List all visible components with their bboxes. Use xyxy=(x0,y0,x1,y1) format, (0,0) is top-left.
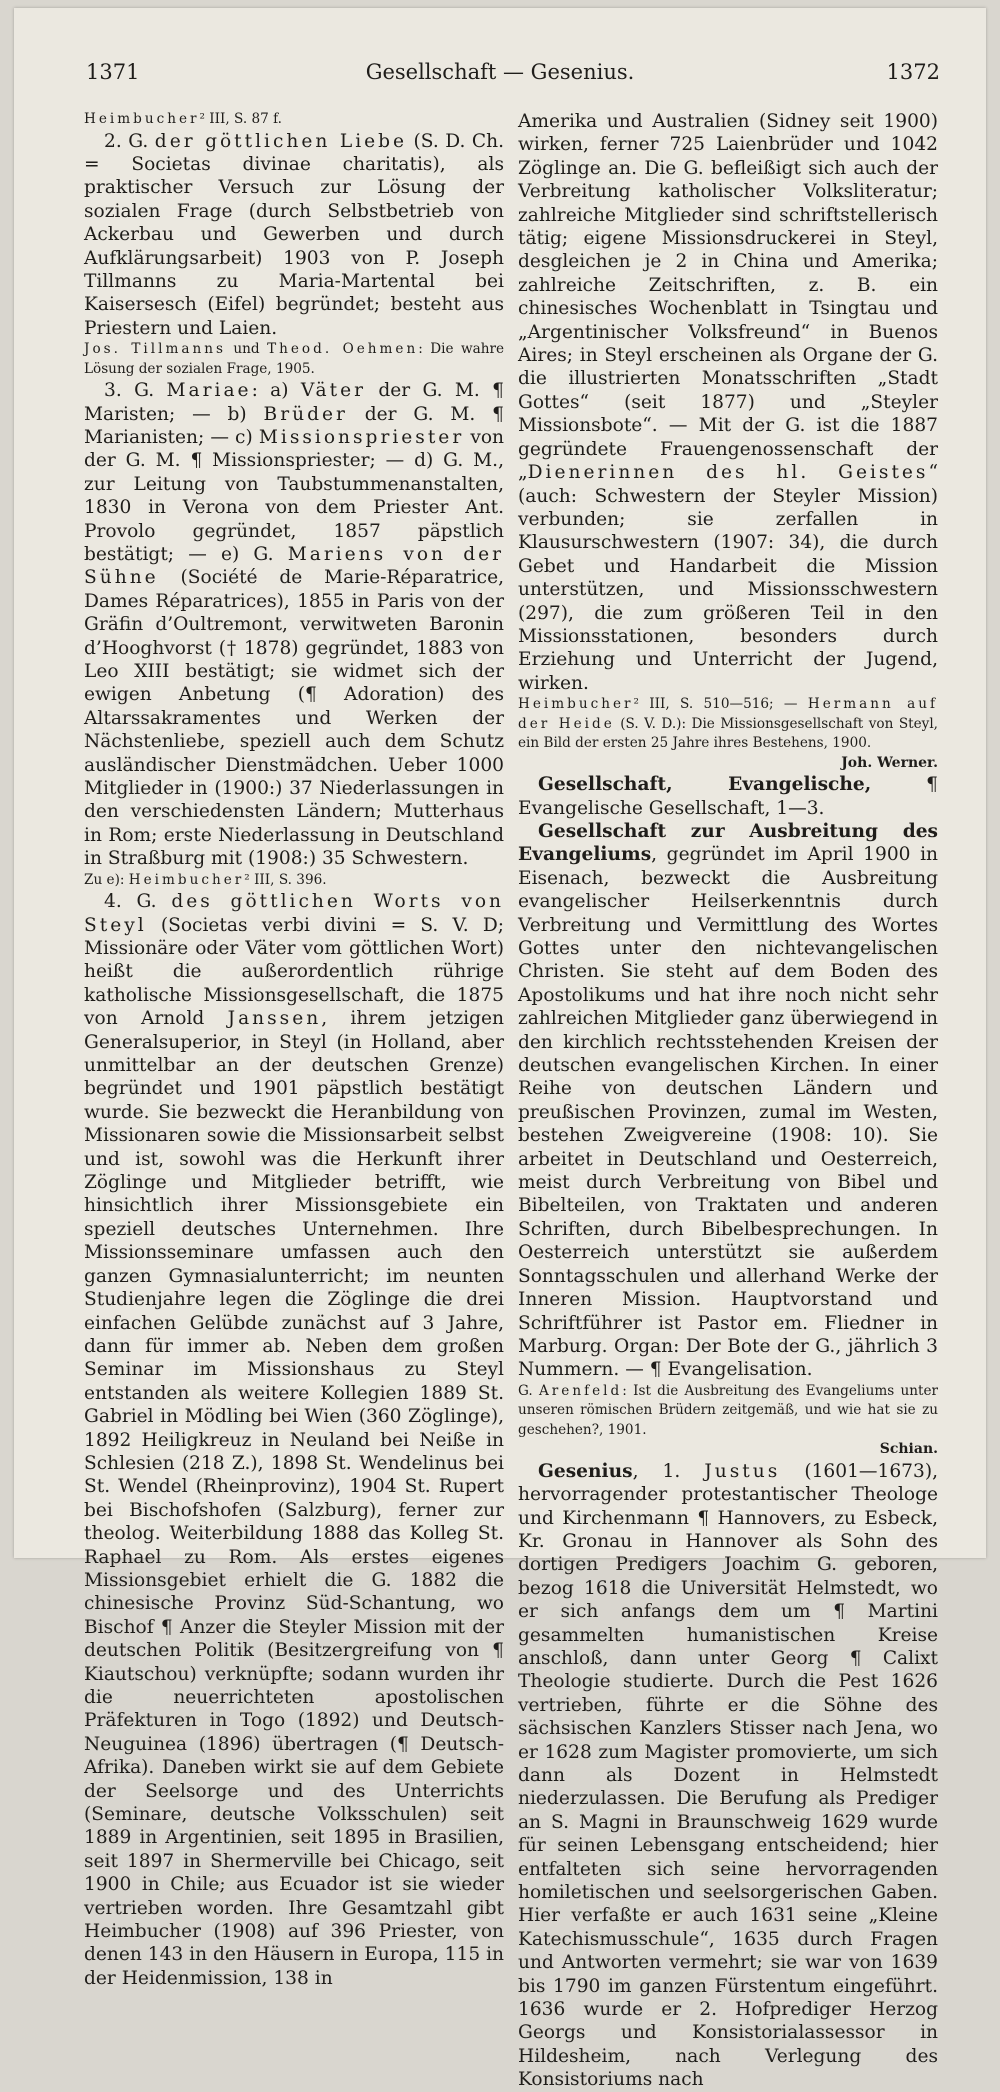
bibliography-note: Heimbucher² III, S. 510—516; — Hermann auf der Heide (S. V. D.): Die Missionsgesellschaft von Steyl, ein Bild der ersten 25 Jahre ihres Bestehens, 1900. xyxy=(518,696,938,752)
article-paragraph: Gesellschaft, Evangelische, ¶ Evangelische Gesellschaft, 1—3. xyxy=(518,774,938,819)
article-paragraph: Amerika und Australien (Sidney seit 1900) wirken, ferner 725 Laienbrüder und 1042 Zöglinge an. Die G. befleißigt sich auch der Verbreitung katholischer Volksliteratur; zahlreiche Mitglieder sind schriftstellerisch tätig; eigene Missionsdruckerei in Steyl, desgleichen je 2 in China und Amerika; zahlreiche Zeitschriften, z. B. ein chinesisches Wochenblatt in Tsingtau und „Argentinischer Volksfreund“ in Buenos Aires; in Steyl erscheinen als Organe der G. die illustrierten Monatsschriften „Stadt Gottes“ (seit 1877) und „Steyler Missionsbote“. — Mit der G. ist die 1887 gegründete Frauengenossenschaft der „Dienerinnen des hl. Geistes“ (auch: Schwestern der Steyler Mission) verbunden; sie zerfallen in Klausurschwestern (1907: 34), die durch Gebet und Handarbeit die Mission unterstützen, und Missionsschwestern (297), die zum größeren Teil in den Missionsstationen, besonders durch Erziehung und Unterricht der Jugend, wirken. xyxy=(518,111,938,694)
article-paragraph: Gesenius, 1. Justus (1601—1673), hervorragender protestantischer Theologe und Kirchenmann ¶ Hannovers, zu Esbeck, Kr. Gronau in Hannover als Sohn des dortigen Predigers Joachim G. geboren, bezog 1618 die Universität Helmstedt, wo er sich anfangs dem um ¶ Martini gesammelten humanistischen Kreise anschloß, dann unter Georg ¶ Calixt Theologie studierte. Durch die Pest 1626 vertrieben, führte er die Söhne des sächsischen Kanzlers Stisser nach Jena, wo er 1628 zum Magister promovierte, um sich dann als Dozent in Helmstedt niederzulassen. Die Berufung als Prediger an S. Magni in Braunschweig 1629 wurde für seinen Lebensgang entscheidend; hier entfalteten sich seine hervorragenden homiletischen und seelsorgerischen Gaben. Hier verfaßte er auch 1631 seine „Kleine Katechismusschule“, 1635 durch Fragen und Antworten vermehrt; sie war von 1639 bis 1790 im ganzen Fürstentum eingeführt. 1636 wurde er 2. Hofprediger Herzog Georgs und Konsistorialassessor in Hildesheim, nach Verlegung des Konsistoriums nach xyxy=(518,1460,938,2091)
author-signature: Joh. Werner. xyxy=(841,754,938,771)
right-column xyxy=(518,110,938,2091)
article-paragraph: 4. G. des göttlichen Worts von Steyl (Societas verbi divini = S. V. D; Missionäre oder Väter vom göttlichen Wort) heißt die außerordentlich rührige katholische Missionsgesellschaft, die 1875 von Arnold Janssen, ihrem jetzigen Generalsuperior, in Steyl (in Holland, aber unmittelbar an der deutschen Grenze) begründet und 1901 päpstlich bestätigt wurde. Sie bezweckt die Heranbildung von Missionaren sowie die Missionsarbeit selbst und ist, sowohl was die Herkunft ihrer Zöglinge und Mitglieder betrifft, wie hinsichtlich ihrer Missionsgebiete ein speziell deutsches Unternehmen. Ihre Missionsseminare umfassen auch den ganzen Gymnasialunterricht; im neunten Studienjahre legen die Zöglinge die drei einfachen Gelübde zunächst auf 3 Jahre, dann für immer ab. Neben dem großen Seminar im Missionshaus zu Steyl entstanden als weitere Kollegien 1889 St. Gabriel in Mödling bei Wien (360 Zöglinge), 1892 Heiligkreuz in Neuland bei Neiße in Schlesien (218 Z.), 1898 St. Wendelinus bei St. Wendel (Rheinprovinz), 1904 St. Rupert bei Bischofshofen (Salzburg), ferner zur theolog. Weiterbildung 1888 das Kolleg St. Raphael zu Rom. Als erstes eigenes Missionsgebiet erhielt die G. 1882 die chinesische Provinz Süd-Schantung, wo Bischof ¶ Anzer die Steyler Mission mit der deutschen Politik (Besitzergreifung von ¶ Kiautschou) verknüpfte; sodann wurden ihr die neuerrichteten apostolischen Präfekturen in Togo (1892) und Deutsch-Neuguinea (1896) übertragen (¶ Deutsch-Afrika). Daneben wirkt sie auf dem Gebiete der Seelsorge und des Unterrichts (Seminare, deutsche Volksschulen) seit 1889 in Argentinien, seit 1895 in Brasilien, seit 1897 in Shermerville bei Chicago, seit 1900 in Chile; aus Ecuador ist sie wieder vertrieben worden. Ihre Gesamtzahl gibt Heimbucher (1908) auf 396 Priester, von denen 143 in den Häusern in Europa, 115 in der Heidenmission, 138 in xyxy=(84,891,504,1989)
bibliography-note: Heimbucher² III, S. 87 f. xyxy=(84,111,282,127)
bibliography-note: G. Arenfeld: Ist die Ausbreitung des Evangeliums unter unseren römischen Brüdern zeitgemäß, und wie hat sie zu geschehen?, 1901. xyxy=(518,1382,938,1438)
author-signature: Schian. xyxy=(879,1441,938,1458)
bibliography-note: Zu e): Heimbucher² III, S. 396. xyxy=(84,871,327,888)
running-title: Gesellschaft — Gesenius. xyxy=(365,60,635,84)
left-column xyxy=(84,110,505,1989)
page-number-right: 1372 xyxy=(886,60,940,84)
article-paragraph: 2. G. der göttlichen Liebe (S. D. Ch. = Societas divinae charitatis), als praktischer Versuch zur Lösung der sozialen Frage (durch Selbstbetrieb von Ackerbau und Gewerben und durch Aufklärungsarbeit) 1903 von P. Joseph Tillmanns zu Maria-Martental bei Kaisersesch (Eifel) begründet; besteht aus Priestern und Laien. xyxy=(84,130,504,339)
page xyxy=(14,8,986,2091)
article-paragraph: Gesellschaft zur Ausbreitung des Evangeliums, gegründet im April 1900 in Eisenach, bezweckt die Ausbreitung evangelischer Heilserkenntnis durch Verbreitung und Vermittlung des Wortes Gottes unter den nichtevangelischen Christen. Sie steht auf dem Boden des Apostolikums und hat ihre noch nicht sehr zahlreichen Mitglieder ganz überwiegend in den kirchlich rechtsstehenden Kreisen der deutschen evangelischen Kirchen. In einer Reihe von deutschen Ländern und preußischen Provinzen, zumal im Westen, bestehen Zweigvereine (1908: 10). Sie arbeitet in Deutschland und Oesterreich, meist durch Verbreitung von Bibel und Bibelteilen, von Traktaten und anderen Schriften, durch Bibelbesprechungen. In Oesterreich unterstützt sie außerdem Sonntagsschulen und allerhand Werke der Inneren Mission. Hauptvorstand und Schriftführer ist Pastor em. Fliedner in Marburg. Organ: Der Bote der G., jährlich 3 Nummern. — ¶ Evangelisation. xyxy=(518,820,938,1381)
page-number-left: 1371 xyxy=(86,60,140,84)
bibliography-note: Jos. Tillmanns und Theod. Oehmen: Die wahre Lösung der sozialen Frage, 1905. xyxy=(84,341,505,377)
article-paragraph: 3. G. Mariae: a) Väter der G. M. ¶ Maristen; — b) Brüder der G. M. ¶ Marianisten; — c) Missionspriester von der G. M. ¶ Missionspriester; — d) G. M., zur Leitung von Taubstummenanstalten, 1830 in Verona von dem Priester Ant. Provolo gegründet, 1857 päpstlich bestätigt; — e) G. Mariens von der Sühne (Société de Marie-Réparatrice, Dames Réparatrices), 1855 in Paris von der Gräfin d’Oultremont, verwitweten Baronin d’Hooghvorst († 1878) gegründet, 1883 von Leo XIII bestätigt; sie widmet sich der ewigen Anbetung (¶ Adoration) des Altarssakramentes und Werken der Nächstenliebe, speziell auch dem Schutz ausländischer Dienstmädchen. Ueber 1000 Mitglieder in (1900:) 37 Niederlassungen in den verschiedensten Ländern; Mutterhaus in Rom; erste Niederlassung in Deutschland in Straßburg mit (1908:) 35 Schwestern. xyxy=(84,380,505,870)
